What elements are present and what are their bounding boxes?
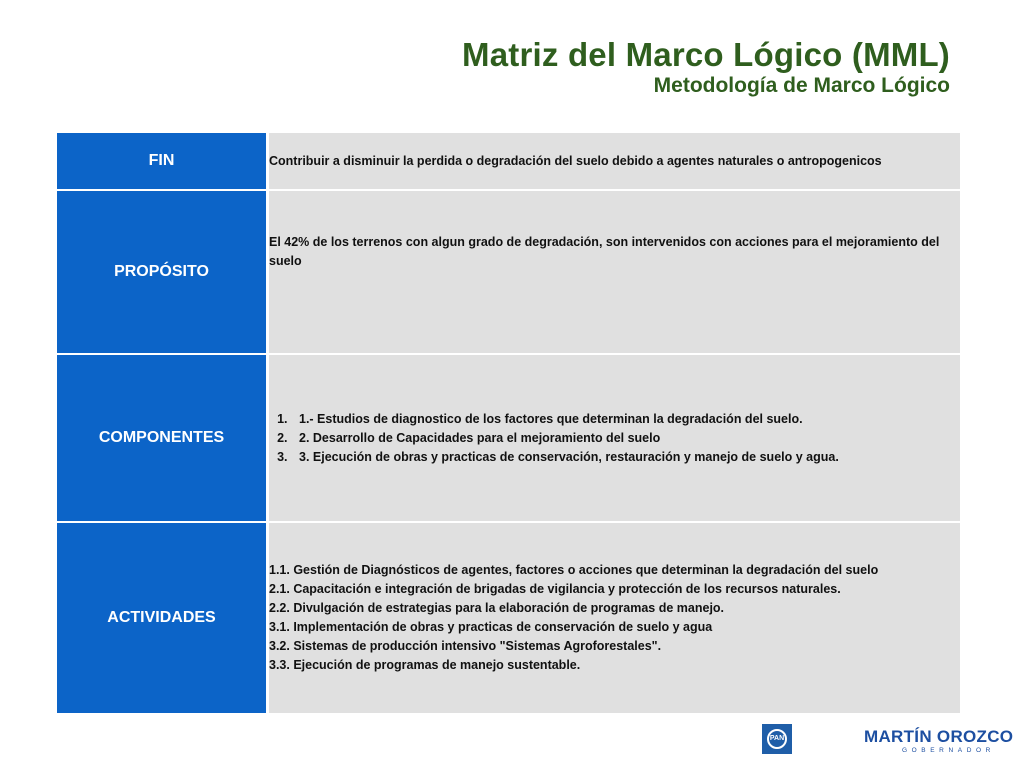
matrix-row-componentes [57, 354, 960, 522]
list-item: 3.3. Ejecución de programas de manejo sustentable. [269, 658, 581, 672]
list-item: 2.2. Divulgación de estrategias para la elaboración de programas de manejo. [269, 601, 725, 615]
matrix-row-proposito [57, 190, 960, 354]
actividades-list [269, 561, 960, 675]
page-title: Matriz del Marco Lógico (MML) [462, 36, 950, 73]
list-item: 1. 1.- Estudios de diagnostico de los factores que determinan la degradación del suelo. [291, 410, 960, 429]
matrix-row-fin [57, 133, 960, 190]
page-subtitle: Metodología de Marco Lógico [653, 74, 950, 97]
componentes-list [269, 410, 960, 467]
list-item: 3.2. Sistemas de producción intensivo "Sistemas Agroforestales". [269, 639, 662, 653]
componentes-label: COMPONENTES [57, 354, 266, 522]
list-item: 3.1. Implementación de obras y practicas de conservación de suelo y agua [269, 620, 713, 634]
list-item: 2.1. Capacitación e integración de brigadas de vigilancia y protección de los recursos naturales. [269, 582, 841, 596]
pan-logo-text: PAN [769, 735, 785, 742]
proposito-label: PROPÓSITO [57, 190, 266, 354]
proposito-text: El 42% de los terrenos con algun grado de degradación, son intervenidos con acciones para el mejoramiento del suelo [269, 190, 960, 354]
matrix-row-actividades [57, 522, 960, 714]
fin-label: FIN [57, 133, 266, 190]
governor-title: GOBERNADOR [902, 747, 995, 754]
list-item: 2. 2. Desarrollo de Capacidades para el mejoramiento del suelo [291, 429, 960, 448]
componentes-cell [269, 354, 960, 522]
governor-name: MARTÍN OROZCO [864, 727, 1014, 746]
pan-logo-icon [762, 724, 792, 754]
title-block [462, 36, 950, 98]
actividades-cell [269, 522, 960, 714]
actividades-label: ACTIVIDADES [57, 522, 266, 714]
fin-text: Contribuir a disminuir la perdida o degradación del suelo debido a agentes naturales o antropogenicos [269, 133, 960, 190]
logical-framework-matrix [57, 133, 960, 715]
governor-logo [864, 728, 1014, 755]
list-item: 1.1. Gestión de Diagnósticos de agentes, factores o acciones que determinan la degradación del suelo [269, 563, 879, 577]
list-item: 3. 3. Ejecución de obras y practicas de conservación, restauración y manejo de suelo y agua. [291, 448, 960, 467]
